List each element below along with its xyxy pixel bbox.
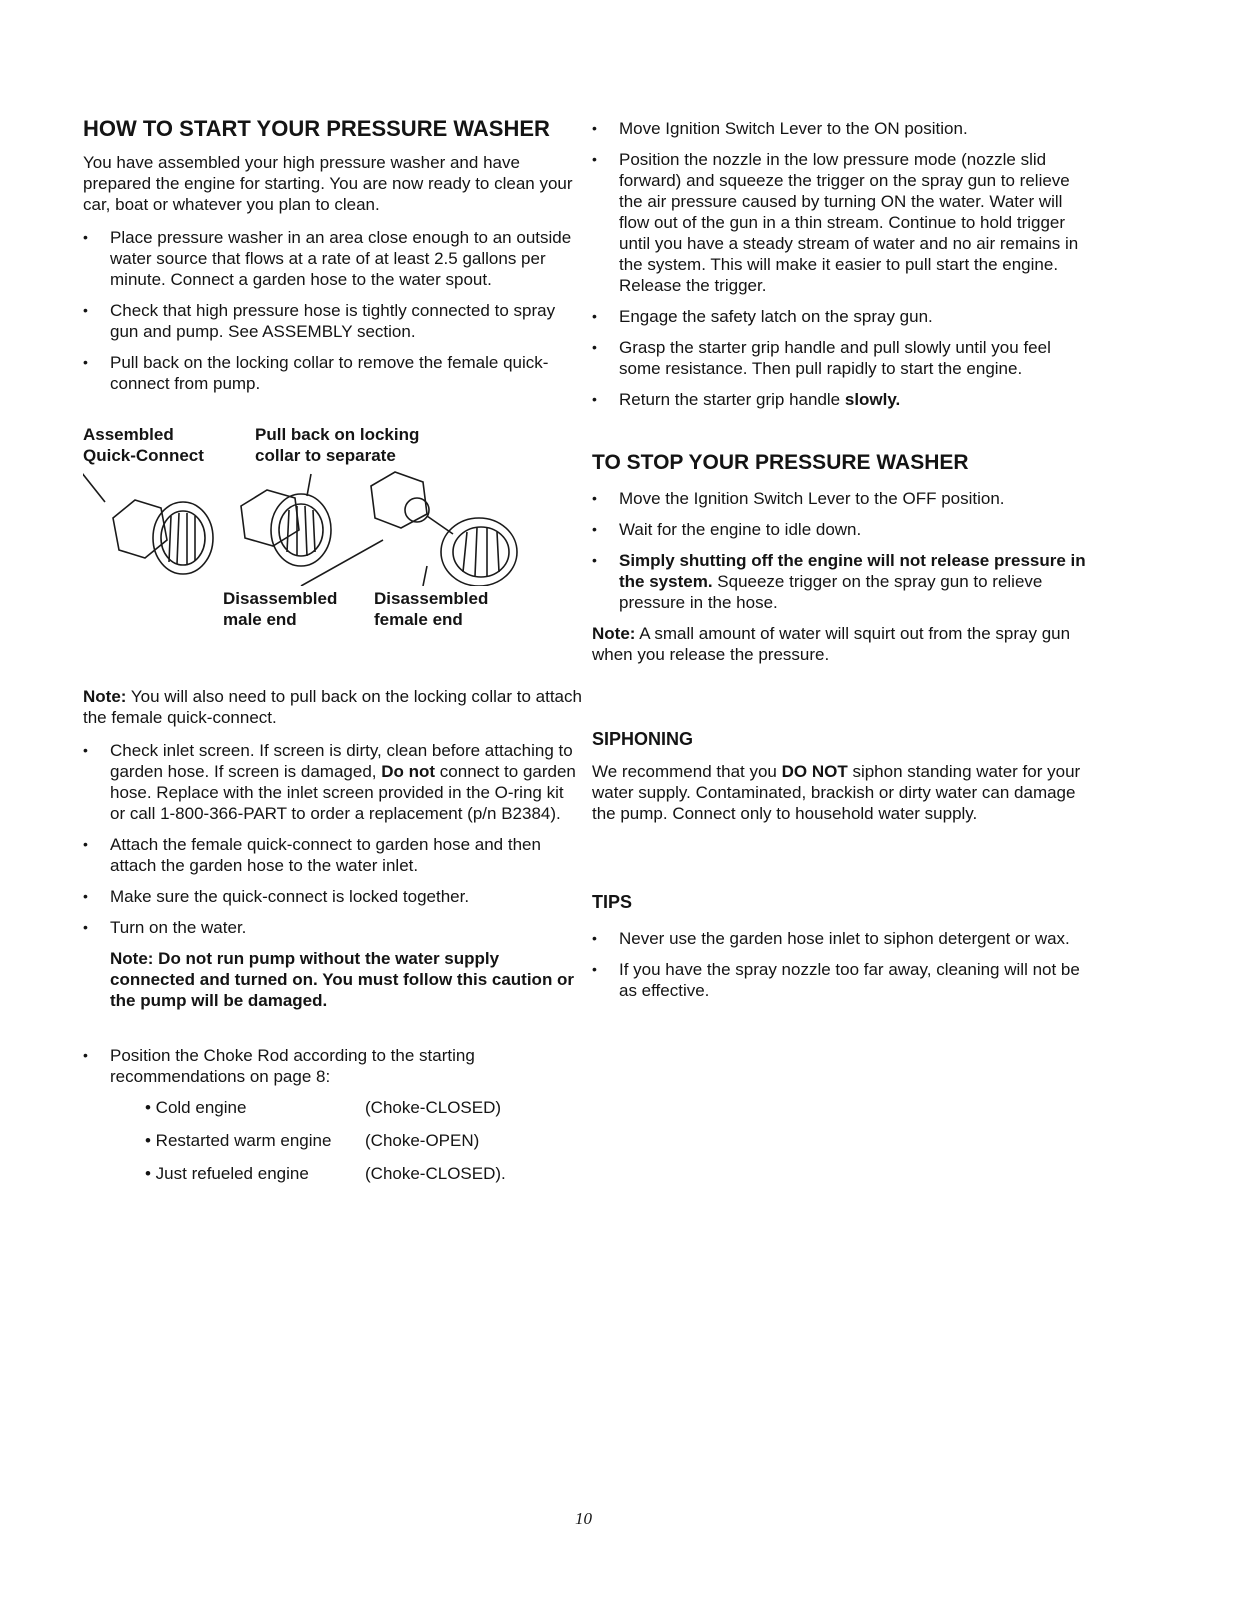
list-item: • Turn on the water. bbox=[83, 917, 583, 938]
list-item: • Grasp the starter grip handle and pull slowly until you feel some resistance. Then pull rapidly to start the engine. bbox=[592, 337, 1092, 379]
male-end-icon bbox=[241, 490, 331, 566]
list-item: • Pull back on the locking collar to remove the female quick-connect from pump. bbox=[83, 352, 583, 394]
pointer-line bbox=[83, 468, 105, 502]
choke-row: • Just refueled engine (Choke-CLOSED). bbox=[145, 1164, 506, 1183]
section-title-tips: TIPS bbox=[592, 892, 633, 912]
page-number: 10 bbox=[575, 1509, 592, 1528]
label-female-end: Disassembled female end bbox=[374, 589, 489, 629]
list-item: • If you have the spray nozzle too far away, cleaning will not be as effective. bbox=[592, 959, 1092, 1001]
stop-bullet-list bbox=[592, 488, 1092, 613]
list-item: • Never use the garden hose inlet to siphon detergent or wax. bbox=[592, 928, 1092, 949]
right-column bbox=[592, 112, 1092, 1011]
list-item: • Move Ignition Switch Lever to the ON position. bbox=[592, 118, 1092, 139]
label-male-end: Disassembled male end bbox=[223, 589, 338, 629]
list-item: • Check inlet screen. If screen is dirty, clean before attaching to garden hose. If screen is damaged, Do not connect to garden hose. Replace with the inlet screen provided in the O-ring kit or call 1-800-366-PART to order a replacement (p/n B2384). bbox=[83, 740, 583, 824]
choke-bullet-list bbox=[83, 1045, 583, 1087]
inlet-bullet-list bbox=[83, 740, 583, 938]
assembled-coupler-icon bbox=[113, 500, 213, 574]
start-bullet-list bbox=[83, 227, 583, 394]
pointer-line bbox=[307, 474, 311, 496]
warning-note: Note: Do not run pump without the water supply connected and turned on. You must follow this caution or the pump will be damaged. bbox=[110, 949, 575, 1010]
section-title-stop: TO STOP YOUR PRESSURE WASHER bbox=[592, 451, 969, 474]
label-assembled: Assembled Quick-Connect bbox=[83, 425, 204, 465]
female-end-icon bbox=[371, 472, 517, 586]
start-steps-list bbox=[592, 118, 1092, 410]
list-item: • Attach the female quick-connect to garden hose and then attach the garden hose to the water inlet. bbox=[83, 834, 583, 876]
left-column bbox=[83, 112, 583, 1196]
quick-connect-figure bbox=[83, 424, 553, 664]
list-item: • Simply shutting off the engine will not release pressure in the system. Squeeze trigger on the spray gun to relieve pressure in the hose. bbox=[592, 550, 1092, 613]
list-item: • Position the Choke Rod according to the starting recommendations on page 8: bbox=[83, 1045, 583, 1087]
list-item: • Position the nozzle in the low pressure mode (nozzle slid forward) and squeeze the trigger on the spray gun to relieve the air pressure caused by turning ON the water. Water will flow out of the gun in a thin stream. Continue to hold trigger until you have a steady stream of water and no air remains in the system. This will make it easier to pull start the engine. Release the trigger. bbox=[592, 149, 1092, 296]
choke-table bbox=[145, 1097, 583, 1184]
choke-row: • Cold engine (Choke-CLOSED) bbox=[145, 1098, 502, 1117]
choke-row: • Restarted warm engine (Choke-OPEN) bbox=[145, 1131, 480, 1150]
note-squirt: Note: A small amount of water will squirt out from the spray gun when you release the pressure. bbox=[592, 624, 1071, 664]
list-item: • Return the starter grip handle slowly. bbox=[592, 389, 1092, 410]
intro-paragraph: You have assembled your high pressure washer and have prepared the engine for starting. You are now ready to clean your car, boat or whatever you plan to clean. bbox=[83, 153, 573, 214]
tips-list bbox=[592, 928, 1092, 1001]
note-locking-collar: Note: You will also need to pull back on the locking collar to attach the female quick-connect. bbox=[83, 687, 582, 727]
label-pull-back: Pull back on locking collar to separate bbox=[255, 425, 420, 465]
list-item: • Wait for the engine to idle down. bbox=[592, 519, 1092, 540]
section-title-siphoning: SIPHONING bbox=[592, 729, 694, 749]
pointer-line bbox=[423, 566, 427, 586]
siphoning-paragraph: We recommend that you DO NOT siphon standing water for your water supply. Contaminated, brackish or dirty water can damage the pump. Connect only to household water supply. bbox=[592, 762, 1081, 823]
list-item: • Engage the safety latch on the spray gun. bbox=[592, 306, 1092, 327]
list-item: • Check that high pressure hose is tightly connected to spray gun and pump. See ASSEMBLY section. bbox=[83, 300, 583, 342]
quick-connect-illustration bbox=[83, 466, 553, 586]
section-title-start: HOW TO START YOUR PRESSURE WASHER bbox=[83, 116, 550, 141]
list-item: • Make sure the quick-connect is locked together. bbox=[83, 886, 583, 907]
list-item: • Place pressure washer in an area close enough to an outside water source that flows at a rate of at least 2.5 gallons per minute. Connect a garden hose to the water spout. bbox=[83, 227, 583, 290]
list-item: • Move the Ignition Switch Lever to the OFF position. bbox=[592, 488, 1092, 509]
